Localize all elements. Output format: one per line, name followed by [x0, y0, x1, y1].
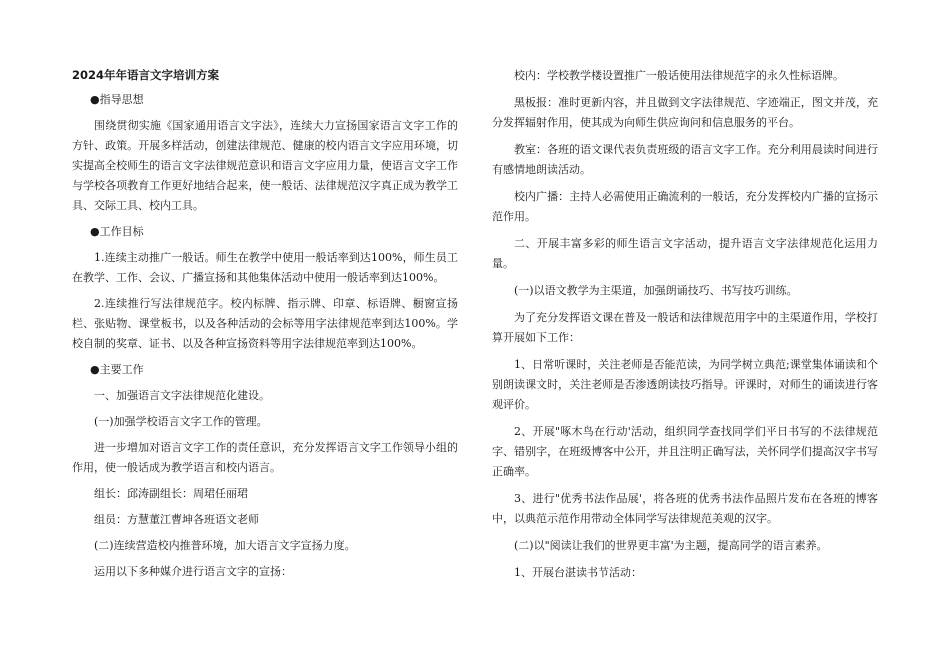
paragraph: (二)以"阅读让我们的世界更丰富'为主题，提高同学的语言素养。: [514, 539, 828, 552]
paragraph: 二、开展丰富多彩的师生语言文字活动，提升语言文字法律规范化运用力量。: [492, 237, 878, 270]
paragraph: 校内广播：主持人必需使用正确流利的一般话，充分发挥校内广播的宣扬示范作用。: [492, 190, 878, 223]
paragraph: 1.连续主动推广一般话。师生在教学中使用一般话率到达100%，师生员工在教学、工作、会议、广播宣扬和其他集体活动中使用一般话率到达100%。: [72, 251, 458, 284]
paragraph: 进一步增加对语言文字工作的责任意识，充分发挥语言文字工作领导小组的作用，使一般话成为教学语言和校内语言。: [72, 441, 458, 474]
section-heading-work-goals: ●工作目标: [90, 225, 144, 238]
paragraph: (一)加强学校语言文字工作的管理。: [94, 415, 268, 428]
paragraph: 一、加强语言文字法律规范化建设。: [94, 389, 270, 402]
paragraph: 校内：学校教学楼设置推广一般话使用法律规范字的永久性标语牌。: [514, 69, 844, 82]
paragraph: (二)连续营造校内推普环境，加大语言文字宣扬力度。: [94, 539, 356, 552]
paragraph: 围绕贯彻实施《国家通用语言文字法》，连续大力宣扬国家语言文字工作的方针、政策。开展多样活动，创建法律规范、健康的校内语言文字应用环境，切实提高全校师生的语言文字法律规范意识和语言文字应用力量，使语言文字工作与学校各项教育工作更好地结合起来，使一般话、法律规范汉字真正成为教学工具、交际工具、校内工具。: [72, 119, 458, 212]
paragraph: 教室：各班的语文课代表负责班级的语言文字工作。充分利用晨读时间进行有感情地朗读活动。: [492, 143, 878, 176]
document-title: 2024年年语言文字培训方案: [72, 68, 220, 82]
paragraph: 运用以下多种媒介进行语言文字的宣扬：: [94, 565, 292, 578]
left-column: [72, 66, 458, 588]
paragraph: 组长：邱涛副组长：周珺任丽珺: [94, 487, 248, 500]
paragraph: 组员：方慧董江曹坤各班语文老师: [94, 513, 259, 526]
paragraph: (一)以语文教学为主渠道，加强朗诵技巧、书写技巧训练。: [514, 284, 798, 297]
section-heading-main-work: ●主要工作: [90, 363, 144, 376]
paragraph: 2.连续推行写法律规范字。校内标牌、指示牌、印章、标语牌、橱窗宣扬栏、张贴物、课堂板书，以及各种活动的会标等用字法律规范率到达100%。学校自制的奖章、证书、以及各种宣扬资料等用字法律规范率到达100%。: [72, 297, 458, 350]
right-column: [492, 66, 878, 590]
section-heading-guiding-ideology: ●指导思想: [90, 93, 144, 106]
paragraph: 1、开展台湛读书节活动：: [514, 566, 642, 579]
paragraph: 3、进行"优秀书法作品展'，将各班的优秀书法作品照片发布在各班的博客中，以典范示范作用带动全体同学写法律规范美观的汉字。: [492, 492, 878, 525]
paragraph: 黑板报：准时更新内容，并且做到文字法律规范、字迹端正，图文并茂，充分发挥辐射作用，使其成为向师生供应询问和信息服务的平台。: [492, 96, 878, 129]
paragraph: 为了充分发挥语文课在普及一般话和法律规范用字中的主渠道作用，学校打算开展如下工作：: [492, 311, 878, 344]
paragraph: 2、开展"啄木鸟在行动'活动，组织同学查找同学们平日书写的不法律规范字、错别字，在班级博客中公开，并且注明正确写法，关怀同学们提高汉字书写正确率。: [492, 425, 878, 478]
paragraph: 1、日常听课时，关注老师是否能范读，为同学树立典范;课堂集体诵读和个别朗读课文时，关注老师是否渗透朗读技巧指导。评课时，对师生的诵读进行客观评价。: [492, 358, 878, 411]
